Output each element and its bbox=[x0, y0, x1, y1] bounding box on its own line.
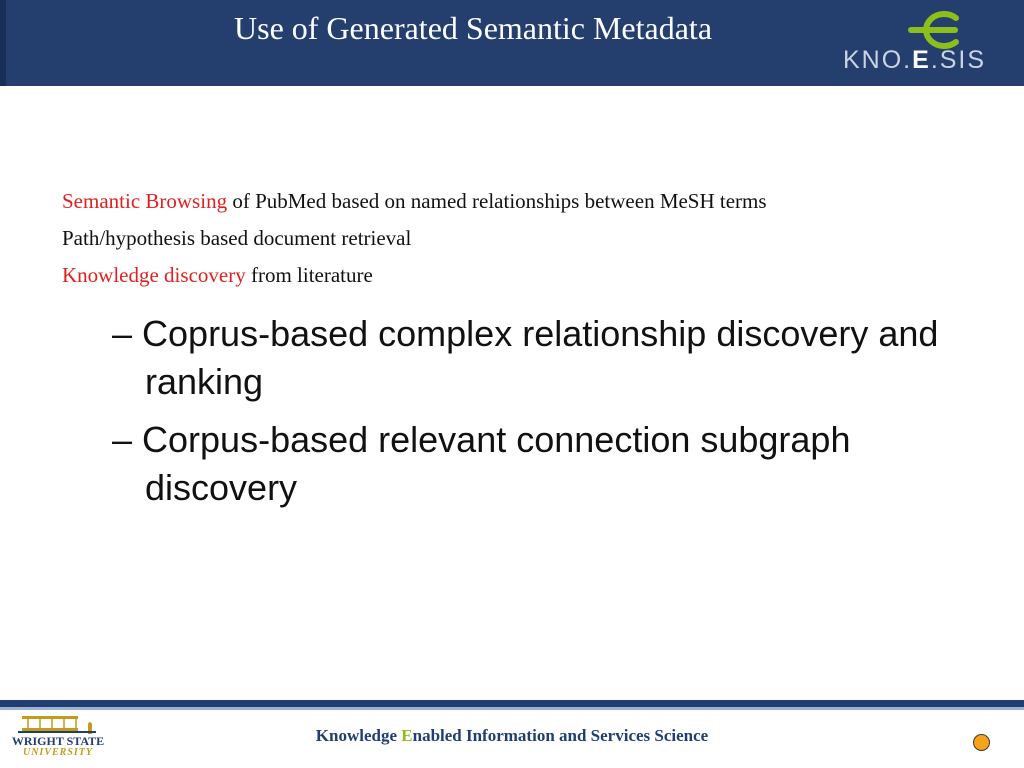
university-subname: UNIVERSITY bbox=[22, 747, 93, 758]
sub-bullet-relationship-discovery: – Coprus-based complex relationship discovery and ranking bbox=[112, 313, 939, 402]
bullet-path-hypothesis: Path/hypothesis based document retrieval bbox=[62, 226, 412, 250]
nav-dot-icon[interactable] bbox=[973, 734, 990, 751]
slide-title: Use of Generated Semantic Metadata bbox=[234, 10, 713, 46]
footer-divider-light bbox=[0, 707, 1024, 710]
header-bar bbox=[0, 0, 1024, 86]
sub-bullet-subgraph-discovery: – Corpus-based relevant connection subgraph discovery bbox=[112, 419, 851, 508]
sub-bullet-list bbox=[62, 310, 962, 512]
knoesis-logo-text: KNO.E.SIS bbox=[843, 46, 987, 74]
header-edge bbox=[0, 0, 6, 86]
slide-content bbox=[62, 186, 962, 522]
bullet-knowledge-discovery: Knowledge discovery from literature bbox=[62, 263, 373, 287]
bullet-semantic-browsing: Semantic Browsing of PubMed based on named relationships between MeSH terms bbox=[62, 189, 767, 213]
footer-divider bbox=[0, 700, 1024, 707]
university-name: WRIGHT STATE bbox=[11, 734, 105, 748]
footer-tagline: Knowledge Enabled Information and Services Science bbox=[315, 726, 709, 745]
